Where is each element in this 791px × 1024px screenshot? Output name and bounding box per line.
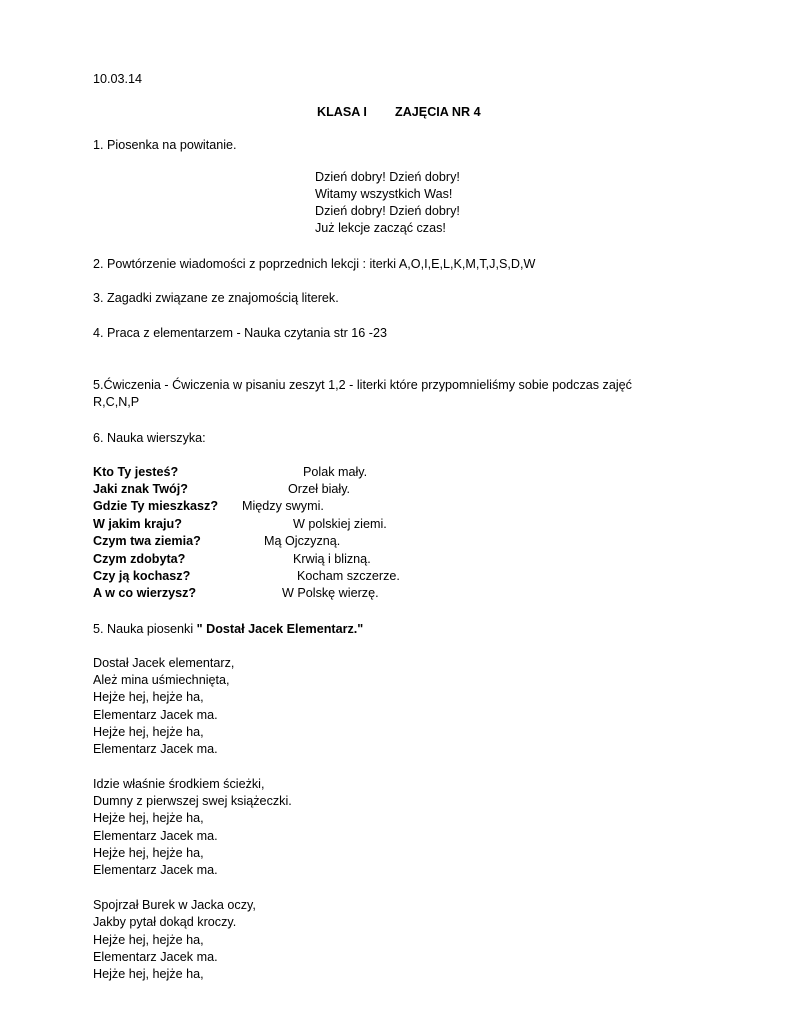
item-5-line-2: R,C,N,P — [93, 395, 140, 409]
verse-line: Jakby pytał dokąd kroczy. — [93, 915, 237, 929]
verse-line: Spojrzał Burek w Jacka oczy, — [93, 898, 256, 912]
poem-question: Czym zdobyta? — [93, 552, 186, 566]
verse-line: Idzie właśnie środkiem ścieżki, — [93, 777, 265, 791]
poem-answer: Kocham szczerze. — [297, 569, 400, 583]
poem-answer: Polak mały. — [303, 465, 368, 479]
verse-line: Hejże hej, hejże ha, — [93, 967, 204, 981]
item-1: 1. Piosenka na powitanie. — [93, 138, 237, 152]
item-2: 2. Powtórzenie wiadomości z poprzednich lekcji : iterki A,O,I,E,L,K,M,T,J,S,D,W — [93, 257, 536, 271]
poem-answer: Orzeł biały. — [288, 482, 351, 496]
poem-answer: Krwią i blizną. — [293, 552, 371, 566]
poem-answer: Mą Ojczyzną. — [264, 534, 341, 548]
poem-question: Gdzie Ty mieszkasz? — [93, 499, 219, 513]
poem-question: Jaki znak Twój? — [93, 482, 188, 496]
poem-question: Kto Ty jesteś? — [93, 465, 179, 479]
item-6: 6. Nauka wierszyka: — [93, 431, 206, 445]
item-song-heading — [93, 621, 363, 638]
poem-answer: W polskiej ziemi. — [293, 517, 387, 531]
song-line: Dzień dobry! Dzień dobry! — [315, 170, 460, 184]
header-klasa: KLASA I — [317, 105, 367, 119]
song-title: " Dostał Jacek Elementarz." — [196, 622, 364, 636]
verse-line: Hejże hej, hejże ha, — [93, 846, 204, 860]
verse-line: Hejże hej, hejże ha, — [93, 690, 204, 704]
poem-question: A w co wierzysz? — [93, 586, 197, 600]
song-heading-prefix: 5. Nauka piosenki — [93, 622, 197, 636]
verse-line: Elementarz Jacek ma. — [93, 829, 218, 843]
item-5-line-1: 5.Ćwiczenia - Ćwiczenia w pisaniu zeszyt 1,2 - literki które przypomnieliśmy sobie podczas zajęć — [93, 378, 632, 392]
poem-answer: W Polskę wierzę. — [282, 586, 379, 600]
poem-question: W jakim kraju? — [93, 517, 182, 531]
verse-line: Hejże hej, hejże ha, — [93, 811, 204, 825]
poem-answer: Między swymi. — [242, 499, 324, 513]
verse-line: Dumny z pierwszej swej książeczki. — [93, 794, 292, 808]
item-4: 4. Praca z elementarzem - Nauka czytania str 16 -23 — [93, 326, 387, 340]
verse-line: Elementarz Jacek ma. — [93, 863, 218, 877]
document-date: 10.03.14 — [93, 72, 143, 86]
poem-question: Czy ją kochasz? — [93, 569, 191, 583]
verse-line: Elementarz Jacek ma. — [93, 950, 218, 964]
verse-line: Hejże hej, hejże ha, — [93, 725, 204, 739]
song-line: Dzień dobry! Dzień dobry! — [315, 204, 460, 218]
poem-question: Czym twa ziemia? — [93, 534, 201, 548]
song-line: Już lekcje zacząć czas! — [315, 221, 446, 235]
verse-line: Dostał Jacek elementarz, — [93, 656, 235, 670]
item-3: 3. Zagadki związane ze znajomością literek. — [93, 291, 339, 305]
song-line: Witamy wszystkich Was! — [315, 187, 453, 201]
verse-line: Elementarz Jacek ma. — [93, 742, 218, 756]
verse-line: Hejże hej, hejże ha, — [93, 933, 204, 947]
verse-line: Elementarz Jacek ma. — [93, 708, 218, 722]
header-zajecia: ZAJĘCIA NR 4 — [395, 105, 481, 119]
verse-line: Ależ mina uśmiechnięta, — [93, 673, 230, 687]
